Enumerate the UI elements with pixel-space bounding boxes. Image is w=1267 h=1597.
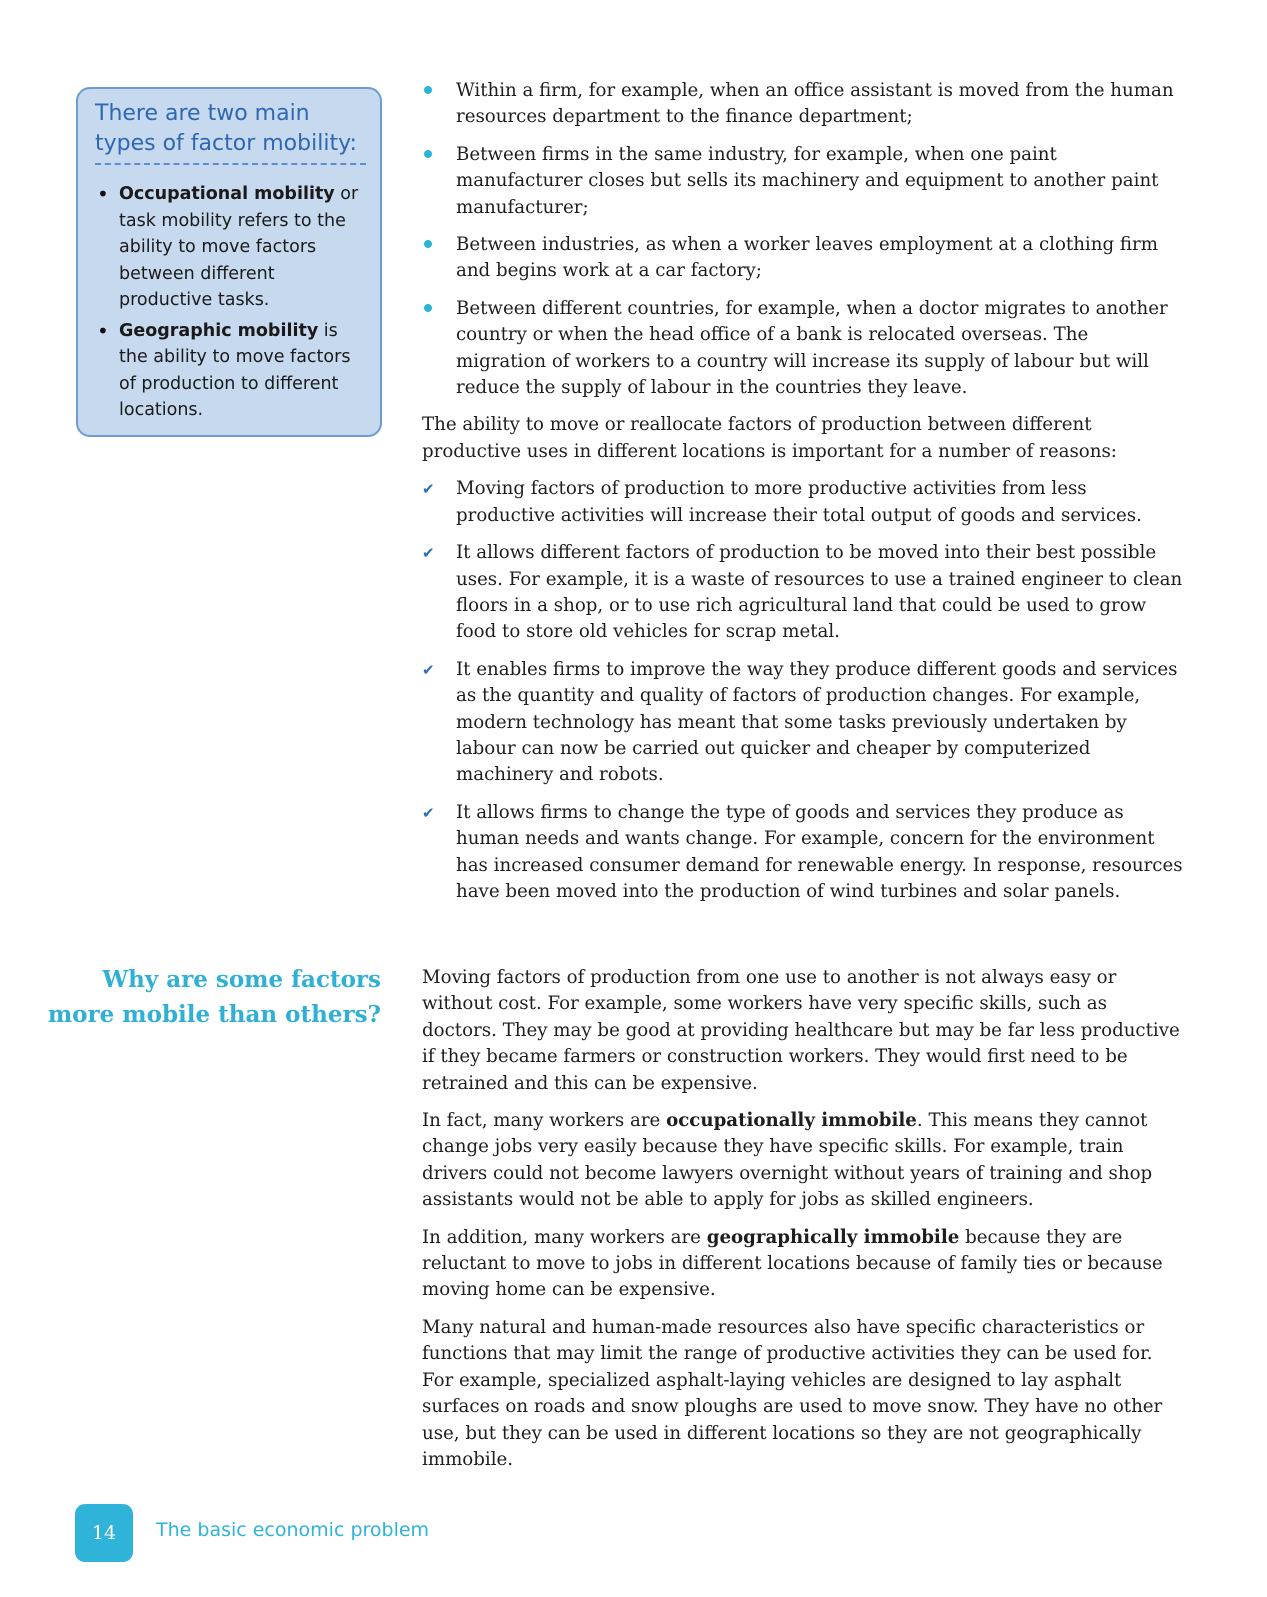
term-occupational-mobility: Occupational mobility [119,184,335,204]
list-item [95,318,366,424]
mobility-examples-list [422,78,1184,401]
list-item [422,296,1184,402]
paragraph-text: In addition, many workers are [422,1226,707,1248]
check-mark-icon: ✔ [422,803,435,822]
reasons-list [422,476,1184,905]
list-item [95,181,366,314]
list-item-text: Between firms in the same industry, for example, when one paint manufacturer closes but sells its machinery and equipment to another paint manufacturer; [456,143,1159,218]
paragraph-text: because they are reluctant to move to jobs in different locations because of family ties or because moving home can be expensive. [422,1226,1163,1301]
list-item-text: It allows different factors of production to be moved into their best possible uses. For example, it is a waste of resources to use a trained engineer to clean floors in a shop, or to use rich agricultural land that could be used to grow food to store old vehicles for scrap metal. [456,542,1183,643]
paragraph-text: . This means they cannot change jobs very easily because they have specific skills. For example, train drivers could not become lawyers overnight without years of training and shop assistants would not be able to apply for jobs as skilled engineers. [422,1110,1153,1211]
list-item-text: It allows firms to change the type of goods and services they produce as human needs and wants change. For example, concern for the environment has increased consumer demand for renewable energy. In response, resources have been moved into the production of wind turbines and solar panels. [456,801,1183,902]
bullet-dot-icon [424,150,432,158]
list-item [422,232,1184,285]
term-geographic-mobility: Geographic mobility [119,320,319,341]
page-number: 14 [75,1504,133,1562]
list-item [422,540,1184,646]
bullet-dot-icon [424,304,432,312]
list-item-text: Between different countries, for example, when a doctor migrates to another country or when the head office of a bank is relocated overseas. The migration of workers to a country will increase its supply of labour but will reduce the supply of labour in the countries they leave. [456,297,1168,399]
section-heading-line: Why are some factors [102,966,381,993]
list-item-text: Moving factors of production to more productive activities from less productive activities will increase their total output of goods and services. [456,478,1142,526]
definition-text: or task mobility refers to the ability to move factors between different productive tasks. [119,184,359,310]
list-item-text: Within a firm, for example, when an office assistant is moved from the human resources department to the finance department; [456,80,1174,128]
body-paragraph [422,1225,1184,1304]
list-item [422,657,1184,789]
main-column-bottom [422,965,1184,1484]
box-title: There are two main types of factor mobility: [95,99,366,165]
list-item-text: Between industries, as when a worker leaves employment at a clothing firm and begins work at a car factory; [456,234,1158,282]
check-mark-icon: ✔ [422,544,435,563]
reasons-intro-paragraph: The ability to move or reallocate factors of production between different productive uses in different locations is important for a number of reasons: [422,414,1117,462]
main-column-top [422,78,1184,916]
section-heading-line: more mobile than others? [47,1001,381,1028]
mobility-types-list [95,181,366,424]
key-term-occupationally-immobile: occupationally immobile [666,1110,917,1132]
list-item-text: It enables firms to improve the way they produce different goods and services as the quantity and quality of factors of production changes. For example, modern technology has meant that some tasks previously undertaken by labour can now be carried out quicker and cheaper by computerized machinery and robots. [456,658,1178,786]
bullet-dot-icon [424,240,432,248]
body-paragraph: Many natural and human-made resources also have specific characteristics or functions that may limit the range of productive activities they can be used for. For example, specialized asphalt-laying vehicles are designed to lay asphalt surfaces on roads and snow ploughs are used to move snow. They have no other use, but they can be used in different locations so they are not geographically immobile. [422,1316,1163,1470]
body-paragraph: Moving factors of production from one use to another is not always easy or without cost. For example, some workers have very specific skills, such as doctors. They may be good at providing healthcare but may be far less productive if they became farmers or construction workers. They would first need to be retrained and this can be expensive. [422,967,1180,1094]
definition-text: is the ability to move factors of production to different locations. [119,320,351,420]
body-paragraph [422,1108,1184,1214]
list-item [422,78,1184,131]
list-item [422,476,1184,529]
section-heading [48,962,381,1032]
check-mark-icon: ✔ [422,660,435,679]
chapter-title: The basic economic problem [156,1519,430,1541]
bullet-dot-icon [424,86,432,94]
paragraph-text: In fact, many workers are [422,1110,667,1132]
list-item [422,142,1184,221]
key-term-geographically-immobile: geographically immobile [706,1226,960,1248]
check-mark-icon: ✔ [422,480,435,499]
factor-mobility-box [76,87,382,437]
list-item [422,800,1184,906]
